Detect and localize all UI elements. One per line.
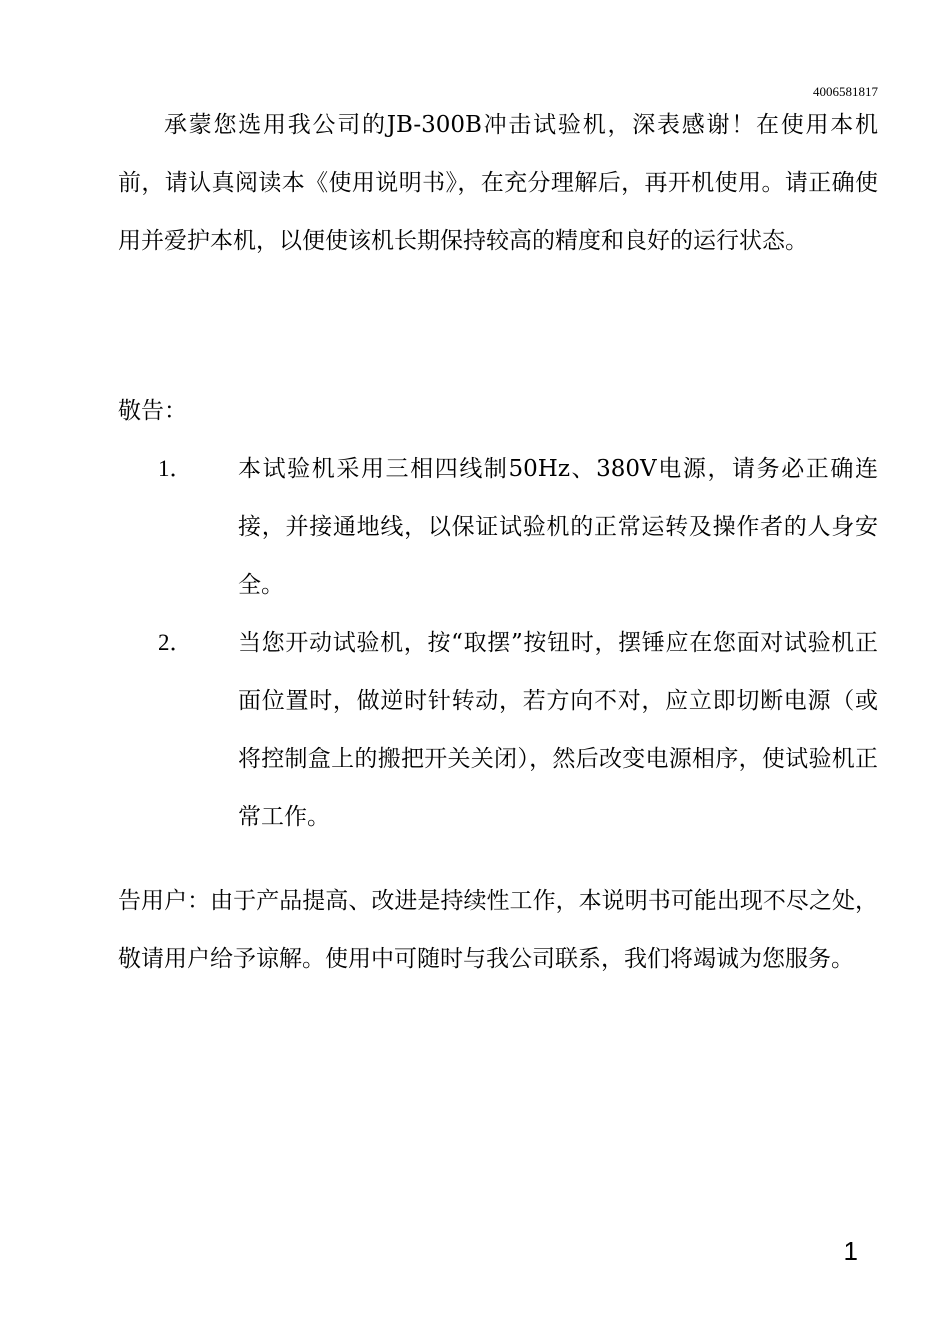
user-note-paragraph: 告用户：由于产品提高、改进是持续性工作，本说明书可能出现不尽之处，敬请用户给予谅解。使用中可随时与我公司联系，我们将竭诚为您服务。 <box>118 888 878 972</box>
intro-paragraph: 承蒙您选用我公司的JB-300B冲击试验机，深表感谢！在使用本机前，请认真阅读本《使用说明书》，在充分理解后，再开机使用。请正确使用并爱护本机，以便使该机长期保持较高的精度和良好的运行状态。 <box>118 112 878 254</box>
page-number: 1 <box>843 1236 858 1266</box>
notice-item-1 <box>118 440 878 614</box>
notice-item-2 <box>118 614 878 846</box>
notice-title: 敬告： <box>118 398 187 424</box>
header-phone-number: 4006581817 <box>813 84 878 99</box>
notice-item-text: 当您开动试验机，按“取摆”按钮时，摆锤应在您面对试验机正面位置时，做逆时针转动，若方向不对，应立即切断电源（或将控制盒上的搬把开关关闭），然后改变电源相序，使试验机正常工作。 <box>238 630 878 830</box>
notice-item-number: 2． <box>158 630 193 655</box>
notice-list <box>118 440 878 846</box>
notice-item-number: 1． <box>158 456 193 481</box>
notice-item-text: 本试验机采用三相四线制50Hz、380V电源，请务必正确连接，并接通地线，以保证试验机的正常运转及操作者的人身安全。 <box>238 456 878 598</box>
